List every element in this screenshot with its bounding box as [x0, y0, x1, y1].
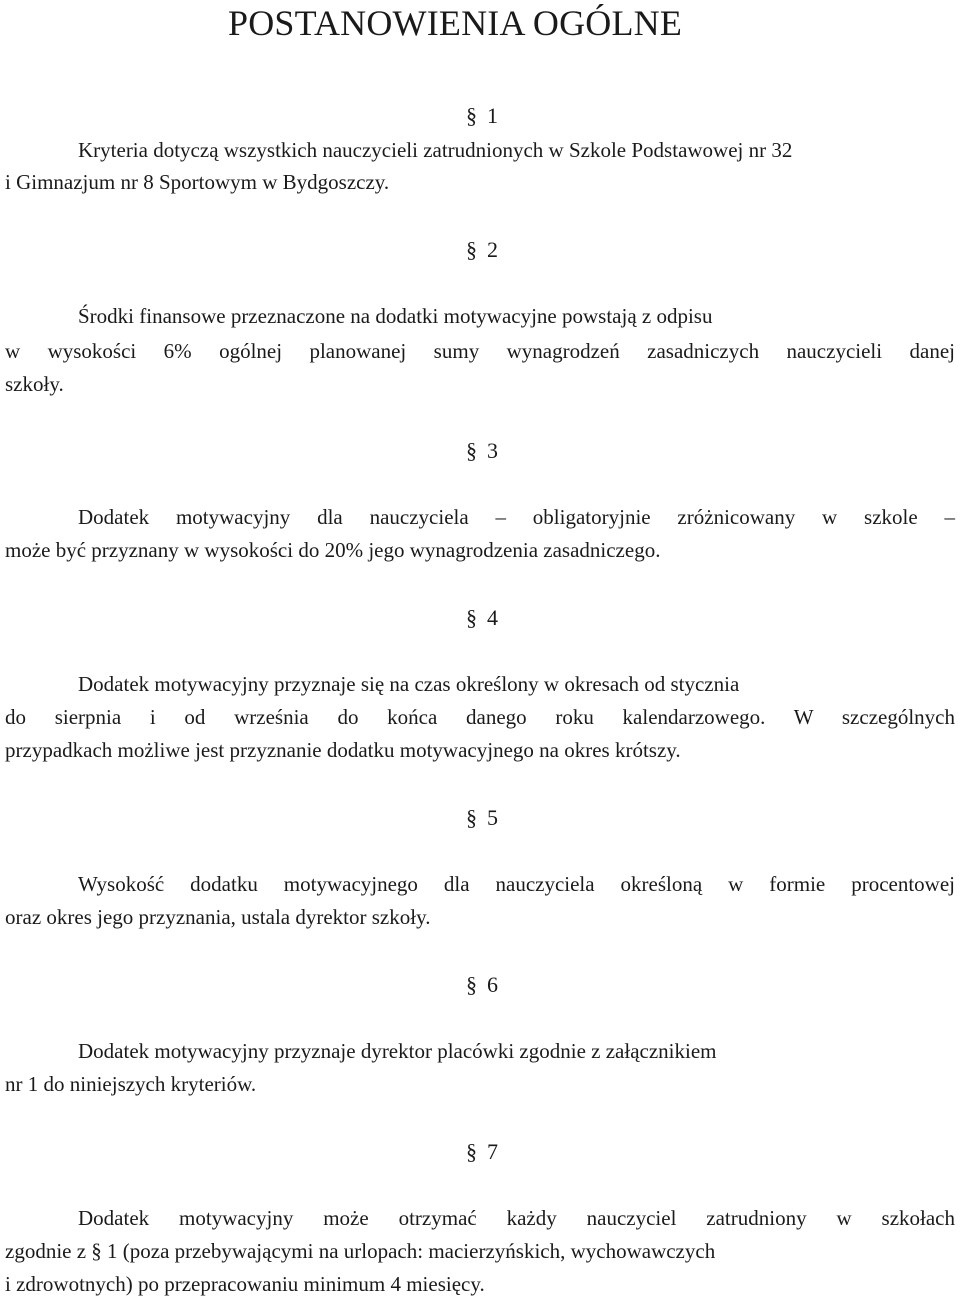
section-4-line-2: do sierpnia i od września do końca danego roku kalendarzowego. W szczególnych: [5, 705, 955, 729]
section-1-line-2: i Gimnazjum nr 8 Sportowym w Bydgoszczy.: [5, 170, 390, 194]
section-heading-3: [466, 437, 498, 465]
section-7-line-2: zgodnie z § 1 (poza przebywającymi na urlopach: macierzyńskich, wychowawczych: [5, 1239, 716, 1263]
section-2-line-2: w wysokości 6% ogólnej planowanej sumy wynagrodzeń zasadniczych nauczycieli danej: [5, 339, 955, 363]
section-symbol: §: [466, 103, 477, 128]
section-4-line-1: Dodatek motywacyjny przyznaje się na czas określony w okresach od stycznia: [78, 672, 740, 696]
section-7-line-3: i zdrowotnych) po przepracowaniu minimum 4 miesięcy.: [5, 1272, 485, 1296]
section-heading-5: [466, 804, 498, 832]
section-symbol: §: [466, 972, 477, 997]
section-symbol: §: [466, 605, 477, 630]
section-symbol: §: [466, 805, 477, 830]
section-number: 6: [487, 972, 498, 997]
section-number: 2: [487, 237, 498, 262]
section-5-line-1: Wysokość dodatku motywacyjnego dla nauczyciela określoną w formie procentowej: [78, 872, 955, 896]
section-7-line-1: Dodatek motywacyjny może otrzymać każdy nauczyciel zatrudniony w szkołach: [78, 1206, 955, 1230]
section-heading-2: [466, 236, 498, 264]
section-number: 5: [487, 805, 498, 830]
section-6-line-2: nr 1 do niniejszych kryteriów.: [5, 1072, 257, 1096]
section-6-line-1: Dodatek motywacyjny przyznaje dyrektor placówki zgodnie z załącznikiem: [78, 1039, 717, 1063]
section-number: 7: [487, 1139, 498, 1164]
section-number: 4: [487, 605, 498, 630]
section-4-line-3: przypadkach możliwe jest przyznanie dodatku motywacyjnego na okres krótszy.: [5, 738, 681, 762]
section-symbol: §: [466, 237, 477, 262]
section-heading-6: [466, 971, 498, 999]
section-3-line-1: Dodatek motywacyjny dla nauczyciela – obligatoryjnie zróżnicowany w szkole –: [78, 505, 955, 529]
section-heading-1: [466, 102, 498, 130]
section-heading-7: [466, 1138, 498, 1166]
section-1-line-1: Kryteria dotyczą wszystkich nauczycieli zatrudnionych w Szkole Podstawowej nr 32: [78, 138, 793, 162]
section-5-line-2: oraz okres jego przyznania, ustala dyrektor szkoły.: [5, 905, 431, 929]
page-title: POSTANOWIENIA OGÓLNE: [228, 3, 683, 43]
section-2-line-1: Środki finansowe przeznaczone na dodatki motywacyjne powstają z odpisu: [78, 304, 713, 328]
section-symbol: §: [466, 438, 477, 463]
section-number: 1: [487, 103, 498, 128]
section-2-line-3: szkoły.: [5, 372, 64, 396]
section-symbol: §: [466, 1139, 477, 1164]
section-heading-4: [466, 604, 498, 632]
section-number: 3: [487, 438, 498, 463]
section-3-line-2: może być przyznany w wysokości do 20% jego wynagrodzenia zasadniczego.: [5, 538, 661, 562]
